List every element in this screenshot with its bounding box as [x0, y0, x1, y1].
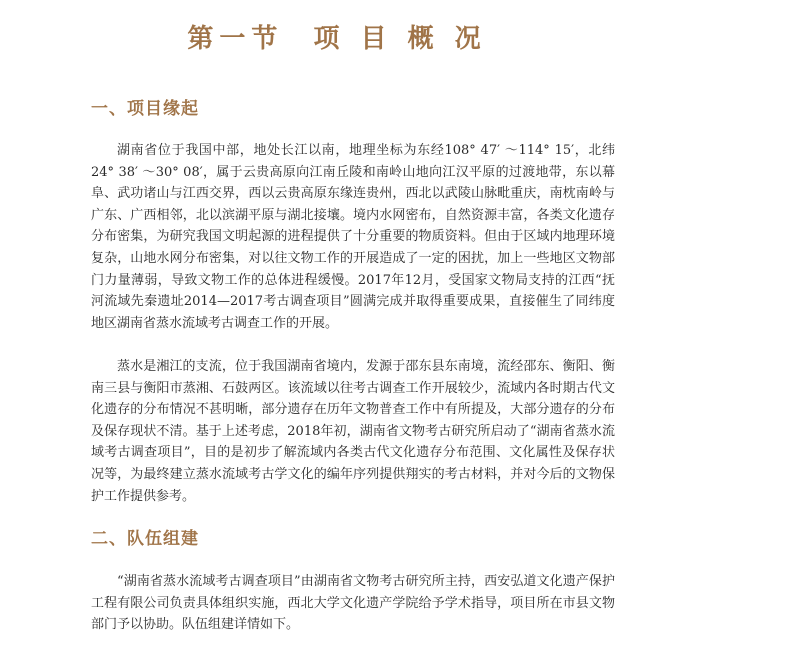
- chapter-title: 第一节 项 目 概 况: [187, 24, 487, 54]
- section-heading-team-formation: 二、队伍组建: [91, 529, 199, 549]
- section-heading-project-origin: 一、项目缘起: [91, 99, 199, 119]
- paragraph-hunan-overview: 湖南省位于我国中部，地处长江以南，地理坐标为东经108° 47′ ～114° 15′，北纬24° 38′ ～30° 08′，属于云贵高原向江南丘陵和南岭山地向江汉平原的过渡地带，东以幕阜、武功诸山与江西交界，西以云贵高原东缘连贵州，西北以武陵山脉毗重庆，南枕南岭与广东、广西相邻，北以滨湖平原与湖北接壤。境内水网密布，自然资源丰富，各类文化遗存分布密集，为研究我国文明起源的进程提供了十分重要的物质资料。但由于区域内地理环境复杂，山地水网分布密集，对以往文物工作的开展造成了一定的困扰，加上一些地区文物部门力量薄弱，导致文物工作的总体进程缓慢。2017年12月，受国家文物局支持的江西“抚河流域先秦遗址2014—2017考古调查项目”圆满完成并取得重要成果，直接催生了同纬度地区湖南省蒸水流域考古调查工作的开展。: [91, 143, 615, 331]
- paragraph-team-organization: “湖南省蒸水流域考古调查项目”由湖南省文物考古研究所主持，西安弘道文化遗产保护工程有限公司负责具体组织实施，西北大学文化遗产学院给予学术指导，项目所在市县文物部门予以协助。队伍组建详情如下。: [91, 574, 615, 633]
- paragraph-zhengshui-river: 蒸水是湘江的支流，位于我国湖南省境内，发源于邵东县东南境，流经邵东、衡阳、衡南三县与衡阳市蒸湘、石鼓两区。该流域以往考古调查工作开展较少，流域内各时期古代文化遗存的分布情况不甚明晰，部分遗存在历年文物普查工作中有所提及，大部分遗存的分布及保存现状不清。基于上述考虑，2018年初，湖南省文物考古研究所启动了“湖南省蒸水流域考古调查项目”，目的是初步了解流域内各类古代文化遗存分布范围、文化属性及保存状况等，为最终建立蒸水流域考古学文化的编年序列提供翔实的考古材料，并对今后的文物保护工作提供参考。: [91, 359, 615, 504]
